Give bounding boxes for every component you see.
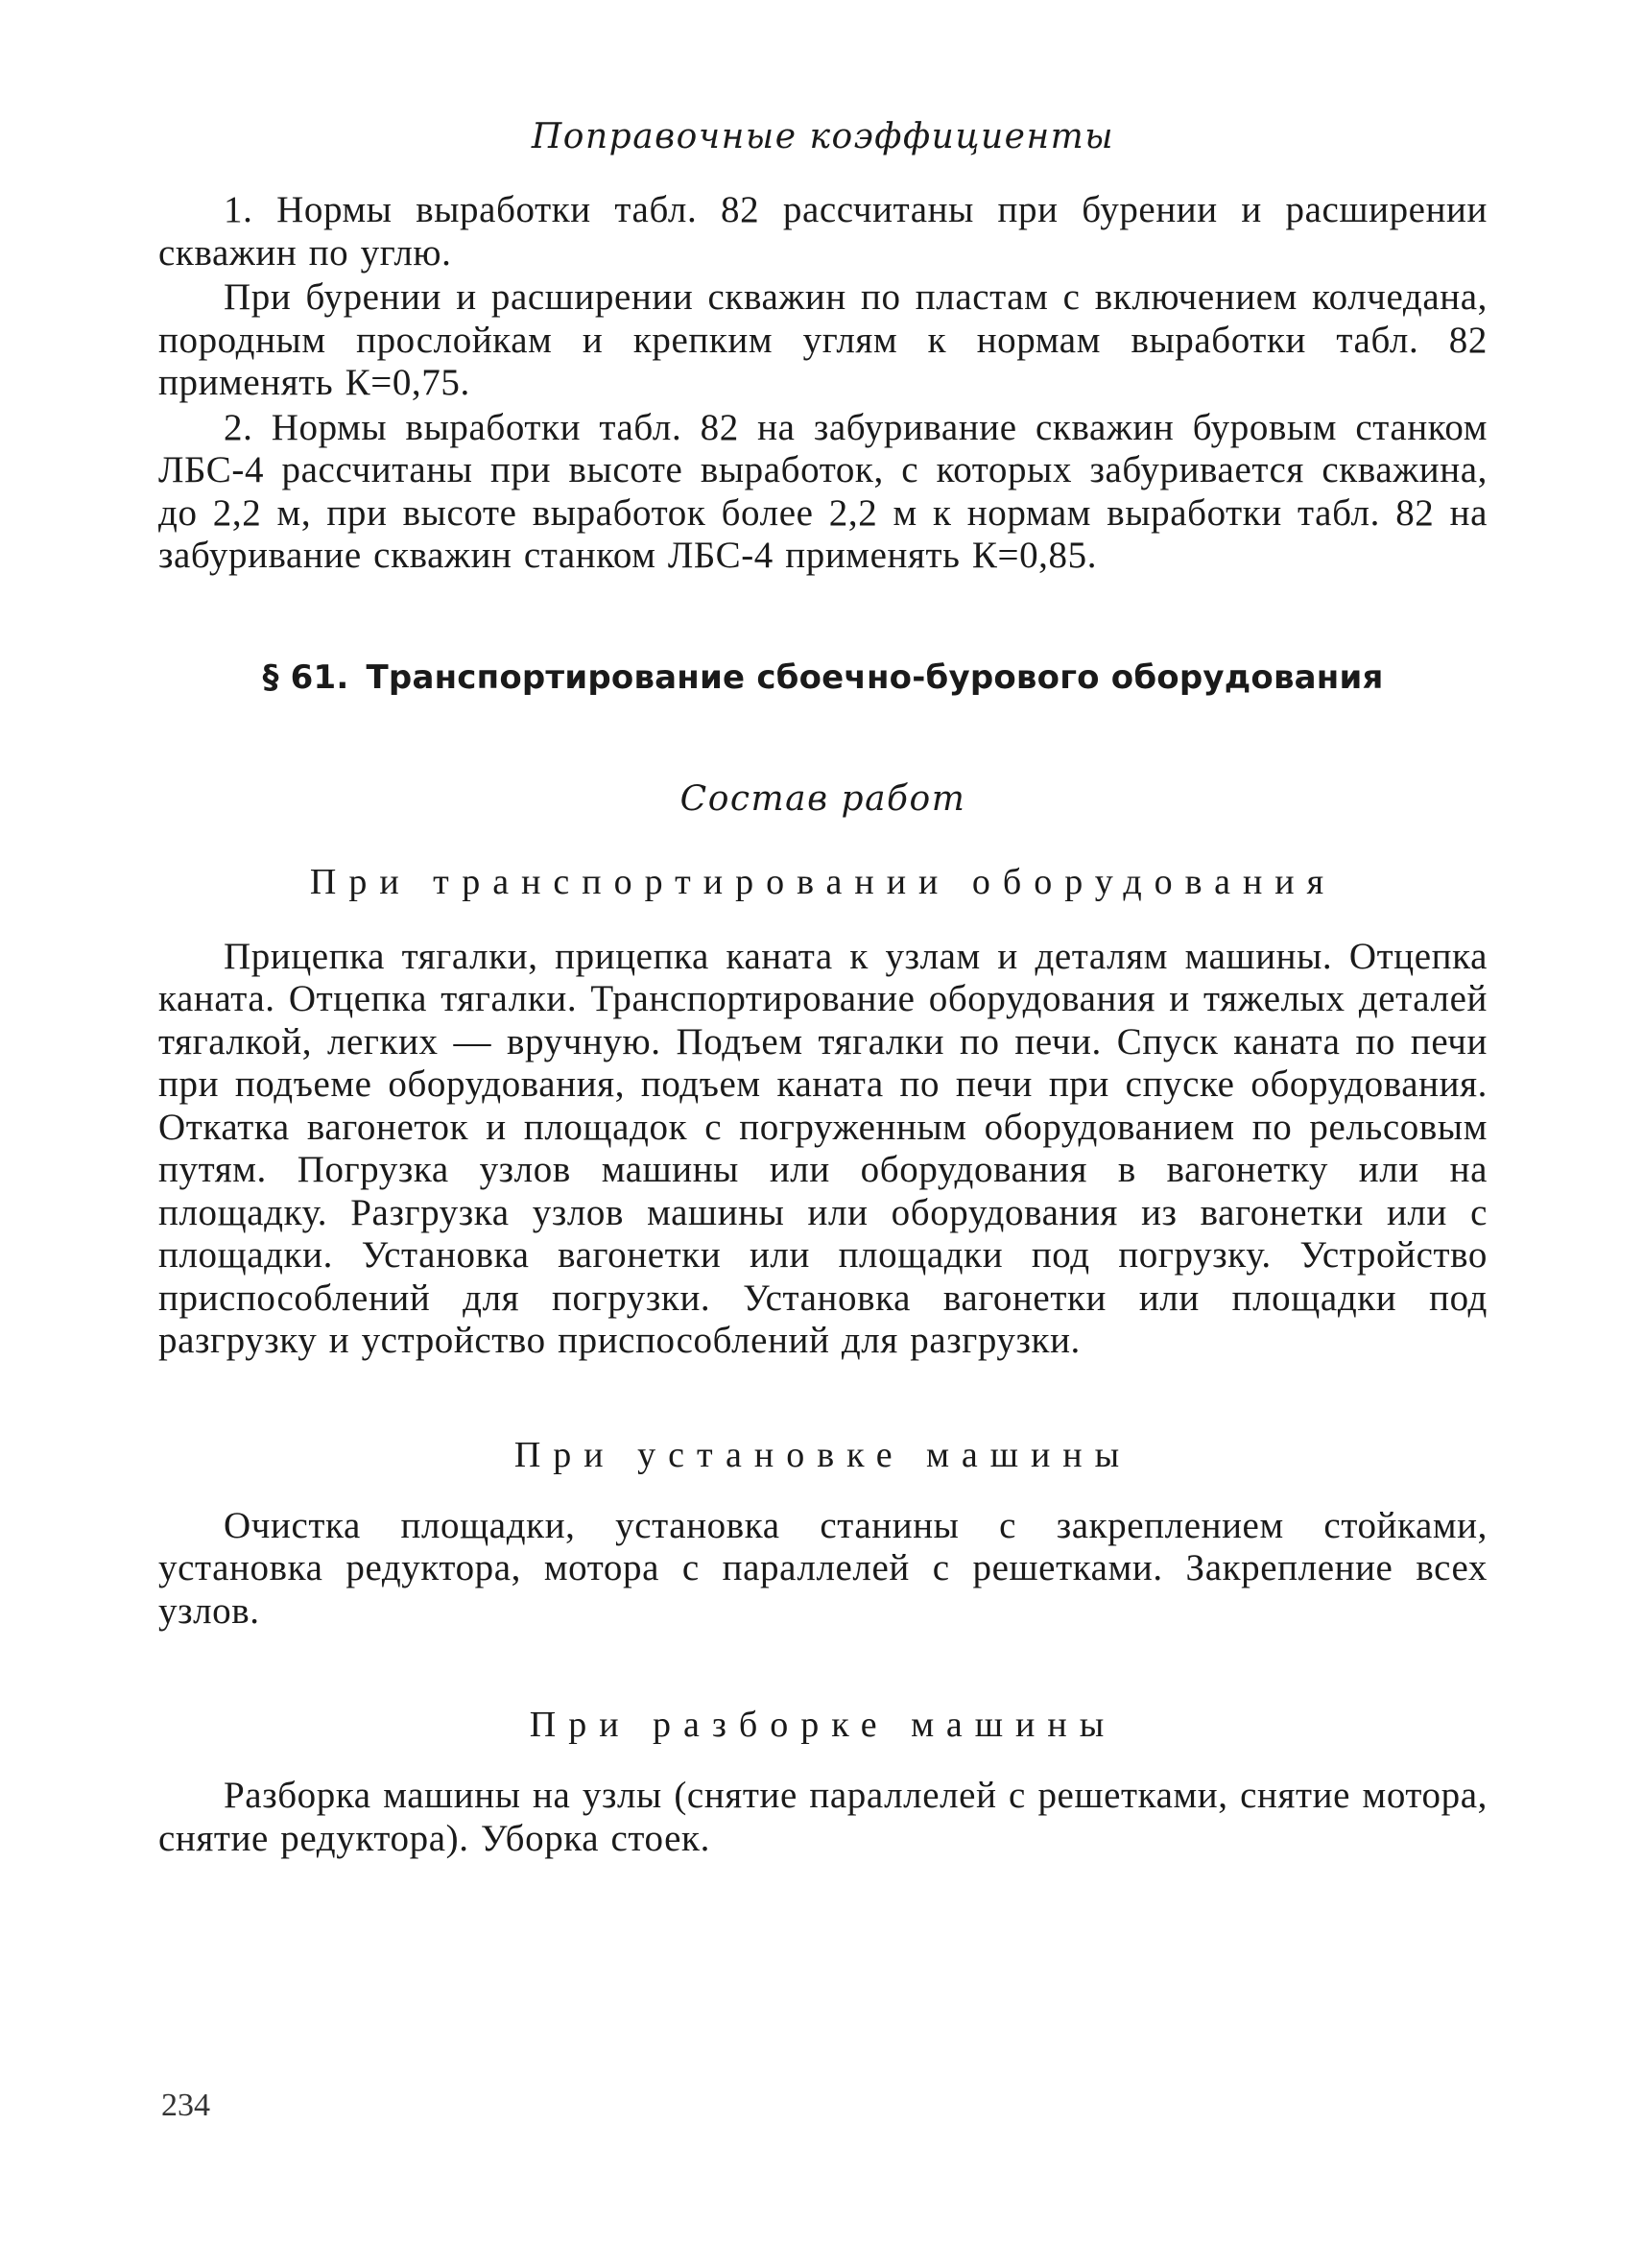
disassembly-paragraph: Разборка машины на узлы (снятие параллелей с решетками, снятие мотора, снятие редуктора). Уборка стоек. [158,1775,1488,1859]
coefficients-heading: Поправочные коэффициенты [531,117,1115,156]
install-heading: При установке машины [513,1434,1132,1475]
section-number: § 61. [262,657,349,697]
disassembly-heading: При разборке машины [529,1705,1117,1745]
transport-heading: При транспортировании оборудования [309,861,1337,902]
coefficient-paragraph-1: 1. Нормы выработки табл. 82 рассчитаны при бурении и расширении скважин по углю. [158,189,1488,274]
transport-paragraph: Прицепка тягалки, прицепка каната к узлам и деталям машины. Отцепка каната. Отцепка тягалки. Транспортирование оборудования и тяжелых деталей тягалкой, легких — вручную. Подъем тягалки по печи. Спуск каната по печи при подъеме оборудования, подъем каната по печи при спуске оборудования. Откатка вагонеток и площадок с погруженным оборудованием по рельсовым путям. Погрузка узлов машины или оборудования в вагонетку или на площадку. Разгрузка узлов машины или оборудования из вагонетки или с площадки. Установка вагонетки или площадки под погрузку. Устройство приспособлений для погрузки. Установка вагонетки или площадки под разгрузку и устройство приспособлений для разгрузки. [158,935,1488,1361]
section-title-text: Транспортирование сбоечно-бурового оборудования [366,657,1384,697]
page-number: 234 [161,2088,210,2123]
section-title [158,658,1488,697]
install-paragraph: Очистка площадки, установка станины с закреплением стойками, установка редуктора, мотора с параллелей с решетками. Закрепление всех узлов. [158,1504,1488,1632]
page-content [158,115,1488,1860]
work-composition-heading: Состав работ [679,778,966,819]
coefficient-paragraph-3: 2. Нормы выработки табл. 82 на забуривание скважин буровым станком ЛБС-4 рассчитаны при высоте выработок, с которых забуривается скважина, до 2,2 м, при высоте выработок более 2,2 м к нормам выработки табл. 82 на забуривание скважин станком ЛБС-4 применять К=0,85. [158,406,1488,576]
coefficient-paragraph-2: При бурении и расширении скважин по пластам с включением колчедана, породным прослойкам и крепким углям к нормам выработки табл. 82 применять К=0,75. [158,276,1488,403]
